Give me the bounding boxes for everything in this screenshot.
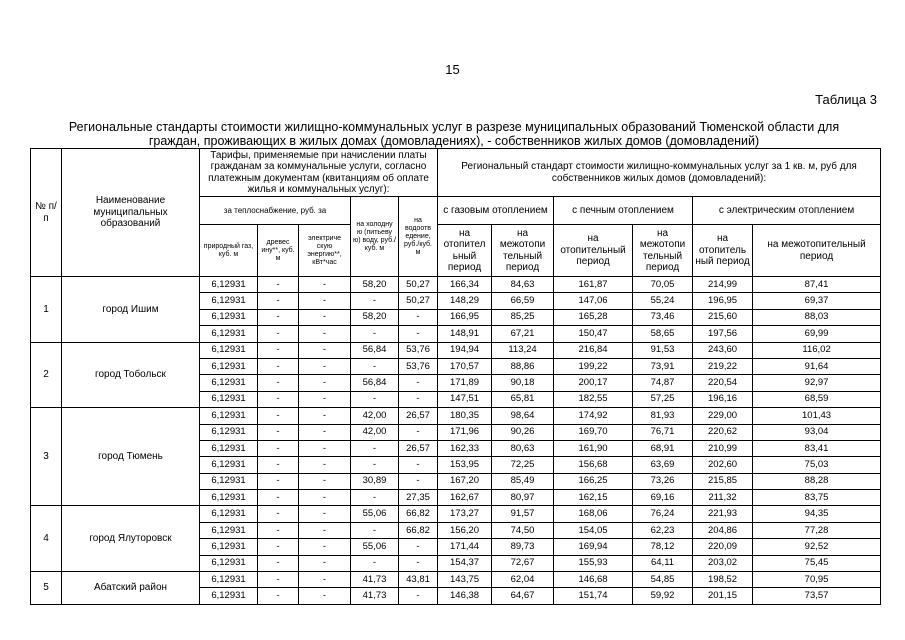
header-tariffs: Тарифы, применяемые при начислении платы гражданам за коммунальные услуги, согласно платежным документам (квитанциям об оплате жилья и коммунальных услуг):: [200, 149, 438, 197]
table-cell: 74,87: [633, 375, 693, 391]
table-cell: 221,93: [693, 506, 753, 522]
table-cell: 90,26: [492, 424, 554, 440]
table-cell: -: [399, 391, 438, 407]
table-cell: 53,76: [399, 342, 438, 358]
table-cell: 168,06: [554, 506, 633, 522]
table-cell: 180,35: [438, 408, 492, 424]
table-cell: -: [258, 539, 299, 555]
municipality-name: город Тюмень: [62, 408, 200, 506]
table-cell: 68,91: [633, 440, 693, 456]
table-cell: 199,22: [554, 358, 633, 374]
table-cell: 173,27: [438, 506, 492, 522]
table-cell: 220,62: [693, 424, 753, 440]
table-cell: 6,12931: [200, 277, 258, 293]
table-cell: -: [299, 408, 351, 424]
table-cell: 101,43: [753, 408, 881, 424]
table-cell: 201,15: [693, 588, 753, 604]
table-cell: 6,12931: [200, 522, 258, 538]
table-cell: 6,12931: [200, 588, 258, 604]
table-cell: 55,06: [351, 506, 399, 522]
table-cell: 165,28: [554, 309, 633, 325]
table-cell: 77,28: [753, 522, 881, 538]
table-cell: 243,60: [693, 342, 753, 358]
table-cell: 215,85: [693, 473, 753, 489]
table-cell: 166,34: [438, 277, 492, 293]
table-cell: 211,32: [693, 490, 753, 506]
table-cell: 75,03: [753, 457, 881, 473]
table-cell: 167,20: [438, 473, 492, 489]
table-label: Таблица 3: [815, 92, 877, 107]
municipality-number: 1: [31, 277, 62, 343]
table-cell: 83,75: [753, 490, 881, 506]
table-cell: -: [399, 539, 438, 555]
table-cell: 169,94: [554, 539, 633, 555]
table-cell: -: [258, 375, 299, 391]
table-cell: 194,94: [438, 342, 492, 358]
table-cell: 27,35: [399, 490, 438, 506]
header-name: Наименование муниципальных образований: [62, 149, 200, 277]
table-cell: 148,91: [438, 326, 492, 342]
table-cell: 30,89: [351, 473, 399, 489]
table-cell: -: [351, 522, 399, 538]
table-cell: 84,63: [492, 277, 554, 293]
table-cell: 56,84: [351, 342, 399, 358]
table-cell: 215,60: [693, 309, 753, 325]
table-cell: 162,67: [438, 490, 492, 506]
table-cell: 196,16: [693, 391, 753, 407]
table-cell: 220,09: [693, 539, 753, 555]
table-cell: -: [258, 408, 299, 424]
table-cell: 6,12931: [200, 293, 258, 309]
table-row: [31, 277, 881, 293]
table-cell: 147,51: [438, 391, 492, 407]
table-cell: 162,15: [554, 490, 633, 506]
table-cell: -: [258, 572, 299, 588]
table-cell: 161,87: [554, 277, 633, 293]
table-cell: -: [299, 522, 351, 538]
table-row: [31, 572, 881, 588]
table-cell: 58,20: [351, 277, 399, 293]
table-cell: 216,84: [554, 342, 633, 358]
table-cell: 200,17: [554, 375, 633, 391]
header-heating-group: за теплоснабжение, руб. за: [200, 197, 351, 225]
table-cell: -: [399, 375, 438, 391]
table-cell: -: [399, 424, 438, 440]
table-cell: 198,52: [693, 572, 753, 588]
header-gas-inter-period: на межотопи тельный период: [492, 225, 554, 277]
table-cell: -: [399, 588, 438, 604]
table-cell: 154,05: [554, 522, 633, 538]
municipality-number: 2: [31, 342, 62, 408]
table-cell: 6,12931: [200, 391, 258, 407]
table-cell: 75,45: [753, 555, 881, 571]
table-cell: -: [399, 309, 438, 325]
table-cell: 91,57: [492, 506, 554, 522]
table-cell: 58,20: [351, 309, 399, 325]
table-cell: 88,28: [753, 473, 881, 489]
table-cell: 6,12931: [200, 309, 258, 325]
municipality-number: 4: [31, 506, 62, 572]
table-cell: 169,70: [554, 424, 633, 440]
table-cell: -: [299, 358, 351, 374]
page-number: 15: [445, 62, 460, 77]
table-cell: 151,74: [554, 588, 633, 604]
table-cell: 62,23: [633, 522, 693, 538]
table-cell: 50,27: [399, 293, 438, 309]
table-cell: 73,46: [633, 309, 693, 325]
header-stove-heat: с печным отоплением: [554, 197, 693, 225]
header-natural-gas: природный газ, куб. м: [200, 225, 258, 277]
table-header: [31, 149, 881, 277]
table-cell: 65,81: [492, 391, 554, 407]
table-row: [31, 408, 881, 424]
table-cell: 91,53: [633, 342, 693, 358]
table-cell: -: [258, 506, 299, 522]
table-cell: 83,41: [753, 440, 881, 456]
table-cell: -: [258, 309, 299, 325]
table-cell: 150,47: [554, 326, 633, 342]
header-stove-heating-period: на отопительный период: [554, 225, 633, 277]
table-cell: 6,12931: [200, 473, 258, 489]
table-cell: 143,75: [438, 572, 492, 588]
table-cell: 66,82: [399, 522, 438, 538]
table-cell: 92,97: [753, 375, 881, 391]
table-cell: 6,12931: [200, 326, 258, 342]
table-cell: 171,44: [438, 539, 492, 555]
header-num: № п/п: [31, 149, 62, 277]
table-cell: -: [258, 457, 299, 473]
table-cell: 67,21: [492, 326, 554, 342]
title-line-2: граждан, проживающих в жилых домах (домовладениях), - собственников жилых домов (домовладений): [148, 134, 760, 148]
table-cell: 6,12931: [200, 408, 258, 424]
table-cell: -: [258, 522, 299, 538]
table-cell: 53,76: [399, 358, 438, 374]
table-cell: 146,38: [438, 588, 492, 604]
table-cell: 62,04: [492, 572, 554, 588]
table-cell: -: [399, 473, 438, 489]
table-cell: 146,68: [554, 572, 633, 588]
table-cell: 174,92: [554, 408, 633, 424]
table-cell: 93,04: [753, 424, 881, 440]
table-cell: 6,12931: [200, 342, 258, 358]
municipality-name: город Ишим: [62, 277, 200, 343]
table-cell: 162,33: [438, 440, 492, 456]
table-cell: 69,16: [633, 490, 693, 506]
header-drainage: на водоотв едение, руб./куб. м: [399, 197, 438, 277]
municipality-number: 5: [31, 572, 62, 605]
table-cell: -: [258, 293, 299, 309]
table-cell: 203,02: [693, 555, 753, 571]
table-cell: -: [258, 424, 299, 440]
table-row: [31, 506, 881, 522]
table-cell: -: [351, 457, 399, 473]
document-title: [28, 120, 880, 148]
table-cell: 26,57: [399, 440, 438, 456]
table-cell: -: [258, 555, 299, 571]
table-cell: 76,24: [633, 506, 693, 522]
title-line-1: Региональные стандарты стоимости жилищно-коммунальных услуг в разрезе муниципальных образований Тюменской области для: [68, 120, 840, 134]
table-cell: 73,57: [753, 588, 881, 604]
table-cell: 197,56: [693, 326, 753, 342]
table-cell: 6,12931: [200, 506, 258, 522]
table-cell: 88,86: [492, 358, 554, 374]
table-cell: 6,12931: [200, 457, 258, 473]
table-cell: -: [299, 391, 351, 407]
table-cell: -: [299, 572, 351, 588]
header-stove-inter-period: на межотопи тельный период: [633, 225, 693, 277]
table-cell: -: [299, 588, 351, 604]
table-cell: 81,93: [633, 408, 693, 424]
table-cell: -: [299, 473, 351, 489]
table-cell: 147,06: [554, 293, 633, 309]
table-cell: 72,67: [492, 555, 554, 571]
table-cell: 78,12: [633, 539, 693, 555]
table-cell: 166,25: [554, 473, 633, 489]
municipality-name: город Тобольск: [62, 342, 200, 408]
table-cell: -: [299, 506, 351, 522]
table-cell: -: [258, 391, 299, 407]
table-cell: -: [351, 440, 399, 456]
table-cell: -: [351, 490, 399, 506]
table-cell: -: [399, 457, 438, 473]
table-cell: 59,92: [633, 588, 693, 604]
table-cell: 68,59: [753, 391, 881, 407]
table-cell: 63,69: [633, 457, 693, 473]
table-cell: -: [299, 539, 351, 555]
table-cell: 166,95: [438, 309, 492, 325]
table-cell: 202,60: [693, 457, 753, 473]
table-cell: -: [299, 457, 351, 473]
table-cell: 6,12931: [200, 490, 258, 506]
table-cell: -: [399, 555, 438, 571]
table-cell: -: [299, 342, 351, 358]
table-cell: 73,26: [633, 473, 693, 489]
standards-table: [30, 148, 881, 605]
table-cell: 70,95: [753, 572, 881, 588]
table-cell: -: [351, 293, 399, 309]
table-cell: 80,63: [492, 440, 554, 456]
table-cell: 170,57: [438, 358, 492, 374]
table-cell: 156,20: [438, 522, 492, 538]
table-cell: -: [299, 490, 351, 506]
header-firewood: древес ину**, куб. м: [258, 225, 299, 277]
table-cell: 6,12931: [200, 555, 258, 571]
table-cell: -: [351, 391, 399, 407]
table-cell: 69,37: [753, 293, 881, 309]
table-cell: 66,82: [399, 506, 438, 522]
table-cell: 6,12931: [200, 572, 258, 588]
table-cell: 219,22: [693, 358, 753, 374]
table-cell: 56,84: [351, 375, 399, 391]
table-cell: 91,64: [753, 358, 881, 374]
table-cell: -: [299, 277, 351, 293]
table-cell: 72,25: [492, 457, 554, 473]
table-cell: 98,64: [492, 408, 554, 424]
table-cell: -: [399, 326, 438, 342]
table-cell: 69,99: [753, 326, 881, 342]
table-cell: -: [299, 375, 351, 391]
table-cell: -: [299, 309, 351, 325]
table-cell: 214,99: [693, 277, 753, 293]
table-cell: 64,11: [633, 555, 693, 571]
header-standard: Региональный стандарт стоимости жилищно-коммунальных услуг за 1 кв. м, руб для собственников жилых домов (домовладений):: [438, 149, 881, 197]
table-cell: 42,00: [351, 424, 399, 440]
table-cell: 89,73: [492, 539, 554, 555]
header-elec-inter-period: на межотопительный период: [753, 225, 881, 277]
table-cell: 113,24: [492, 342, 554, 358]
table-cell: 42,00: [351, 408, 399, 424]
table-cell: 6,12931: [200, 358, 258, 374]
table-cell: 88,03: [753, 309, 881, 325]
table-cell: 55,06: [351, 539, 399, 555]
table-cell: 76,71: [633, 424, 693, 440]
table-cell: -: [299, 440, 351, 456]
header-elec-heat: с электрическим отоплением: [693, 197, 881, 225]
table-cell: 57,25: [633, 391, 693, 407]
table-cell: 148,29: [438, 293, 492, 309]
table-cell: -: [299, 326, 351, 342]
table-cell: -: [258, 473, 299, 489]
table-cell: 43,81: [399, 572, 438, 588]
header-gas-heat: с газовым отоплением: [438, 197, 554, 225]
table-cell: 155,93: [554, 555, 633, 571]
table-cell: 6,12931: [200, 424, 258, 440]
table-cell: 85,49: [492, 473, 554, 489]
table-cell: 70,05: [633, 277, 693, 293]
municipality-number: 3: [31, 408, 62, 506]
table-cell: 204,86: [693, 522, 753, 538]
table-cell: 26,57: [399, 408, 438, 424]
municipality-name: город Ялуторовск: [62, 506, 200, 572]
table-body: [31, 277, 881, 605]
municipality-name: Абатский район: [62, 572, 200, 605]
table-cell: 210,99: [693, 440, 753, 456]
header-gas-heating-period: на отопител ьный период: [438, 225, 492, 277]
table-cell: 220,54: [693, 375, 753, 391]
table-cell: 116,02: [753, 342, 881, 358]
table-cell: 6,12931: [200, 539, 258, 555]
table-cell: -: [258, 490, 299, 506]
table-cell: 54,85: [633, 572, 693, 588]
table-cell: -: [351, 326, 399, 342]
table-cell: -: [258, 277, 299, 293]
table-row: [31, 342, 881, 358]
table-cell: -: [299, 424, 351, 440]
table-cell: 171,96: [438, 424, 492, 440]
table-cell: 92,52: [753, 539, 881, 555]
table-cell: 87,41: [753, 277, 881, 293]
table-cell: 6,12931: [200, 440, 258, 456]
table-cell: -: [351, 555, 399, 571]
table-cell: 6,12931: [200, 375, 258, 391]
table-cell: 74,50: [492, 522, 554, 538]
header-elec-heating-period: на отопитель ный период: [693, 225, 753, 277]
table-cell: -: [299, 293, 351, 309]
table-cell: 171,89: [438, 375, 492, 391]
table-cell: -: [258, 588, 299, 604]
table-cell: -: [258, 440, 299, 456]
table-cell: 85,25: [492, 309, 554, 325]
table-cell: -: [258, 358, 299, 374]
table-cell: 94,35: [753, 506, 881, 522]
table-cell: 50,27: [399, 277, 438, 293]
header-electricity: электриче скую энергию**, кВт*час: [299, 225, 351, 277]
table-cell: -: [299, 555, 351, 571]
table-cell: 196,95: [693, 293, 753, 309]
table-cell: 154,37: [438, 555, 492, 571]
table-cell: 41,73: [351, 572, 399, 588]
table-cell: 156,68: [554, 457, 633, 473]
table-cell: -: [351, 358, 399, 374]
table-cell: 182,55: [554, 391, 633, 407]
table-cell: -: [258, 326, 299, 342]
table-cell: 41,73: [351, 588, 399, 604]
table-cell: -: [258, 342, 299, 358]
table-cell: 80,97: [492, 490, 554, 506]
table-cell: 153,95: [438, 457, 492, 473]
table-cell: 66,59: [492, 293, 554, 309]
table-cell: 73,91: [633, 358, 693, 374]
table-cell: 161,90: [554, 440, 633, 456]
table-cell: 55,24: [633, 293, 693, 309]
header-cold-water: на холодну ю (питьеву ю) воду, руб./куб. м: [351, 197, 399, 277]
table-cell: 90,18: [492, 375, 554, 391]
table-cell: 229,00: [693, 408, 753, 424]
table-cell: 58,65: [633, 326, 693, 342]
table-cell: 64,67: [492, 588, 554, 604]
